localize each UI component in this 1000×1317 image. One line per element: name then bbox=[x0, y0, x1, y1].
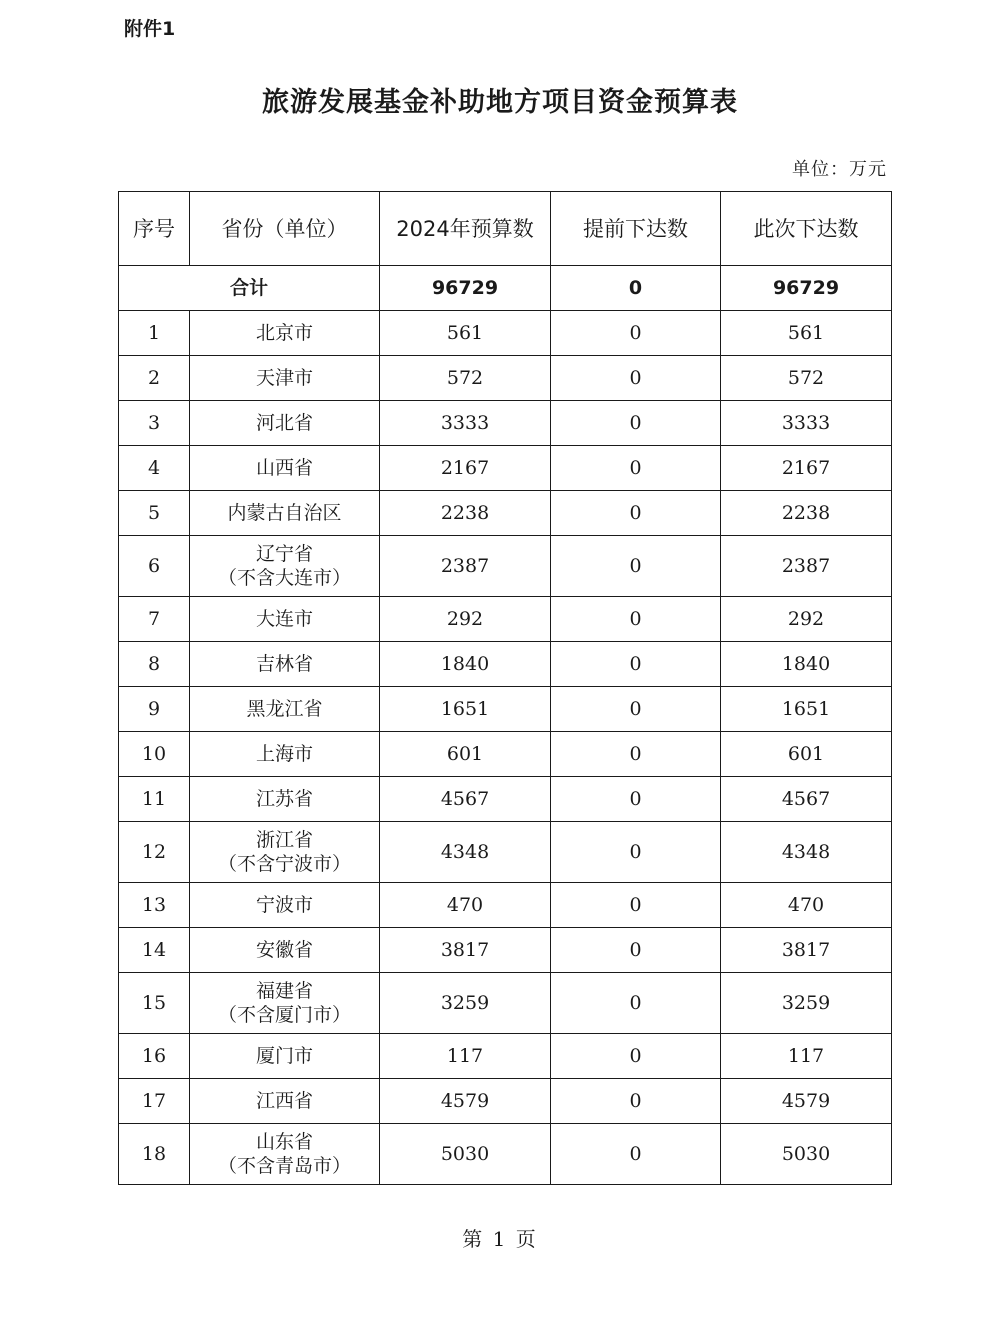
row-current: 3817 bbox=[721, 928, 892, 973]
row-number: 3 bbox=[119, 401, 190, 446]
row-number: 11 bbox=[119, 777, 190, 822]
table-row bbox=[119, 401, 892, 446]
row-budget-2024: 572 bbox=[380, 356, 551, 401]
row-province bbox=[190, 401, 380, 446]
province-name: 辽宁省 bbox=[255, 543, 313, 565]
total-row bbox=[119, 266, 892, 311]
row-number: 10 bbox=[119, 732, 190, 777]
province-name: 浙江省 bbox=[255, 829, 313, 851]
row-budget-2024: 3817 bbox=[380, 928, 551, 973]
row-current: 4579 bbox=[721, 1079, 892, 1124]
table-row bbox=[119, 928, 892, 973]
row-advance: 0 bbox=[551, 822, 721, 883]
province-note: （不含青岛市） bbox=[217, 1155, 351, 1177]
province-name: 黑龙江省 bbox=[246, 698, 323, 720]
row-province bbox=[190, 687, 380, 732]
province-name: 福建省 bbox=[255, 980, 313, 1002]
row-current: 4348 bbox=[721, 822, 892, 883]
row-budget-2024: 117 bbox=[380, 1034, 551, 1079]
table-row bbox=[119, 491, 892, 536]
row-budget-2024: 1840 bbox=[380, 642, 551, 687]
table-row bbox=[119, 536, 892, 597]
row-current: 601 bbox=[721, 732, 892, 777]
province-name: 山西省 bbox=[255, 457, 313, 479]
province-name: 厦门市 bbox=[255, 1045, 313, 1067]
province-note: （不含大连市） bbox=[217, 567, 351, 589]
row-current: 5030 bbox=[721, 1124, 892, 1185]
province-name: 河北省 bbox=[255, 412, 313, 434]
table-row bbox=[119, 973, 892, 1034]
table-row bbox=[119, 687, 892, 732]
row-advance: 0 bbox=[551, 642, 721, 687]
row-budget-2024: 292 bbox=[380, 597, 551, 642]
row-number: 7 bbox=[119, 597, 190, 642]
table-row bbox=[119, 597, 892, 642]
row-advance: 0 bbox=[551, 446, 721, 491]
row-current: 2167 bbox=[721, 446, 892, 491]
total-budget-2024: 96729 bbox=[380, 266, 551, 311]
row-province bbox=[190, 928, 380, 973]
row-budget-2024: 4567 bbox=[380, 777, 551, 822]
row-budget-2024: 4348 bbox=[380, 822, 551, 883]
table-row bbox=[119, 732, 892, 777]
page-title: 旅游发展基金补助地方项目资金预算表 bbox=[262, 87, 738, 118]
row-number: 16 bbox=[119, 1034, 190, 1079]
row-budget-2024: 561 bbox=[380, 311, 551, 356]
row-current: 561 bbox=[721, 311, 892, 356]
province-name: 北京市 bbox=[255, 322, 313, 344]
province-note: （不含宁波市） bbox=[217, 853, 351, 875]
row-budget-2024: 3259 bbox=[380, 973, 551, 1034]
row-budget-2024: 2167 bbox=[380, 446, 551, 491]
row-number: 5 bbox=[119, 491, 190, 536]
row-budget-2024: 2387 bbox=[380, 536, 551, 597]
province-name: 天津市 bbox=[255, 367, 313, 389]
row-number: 18 bbox=[119, 1124, 190, 1185]
row-number: 6 bbox=[119, 536, 190, 597]
row-number: 9 bbox=[119, 687, 190, 732]
row-province bbox=[190, 356, 380, 401]
attachment-label: 附件1 bbox=[124, 18, 176, 40]
row-budget-2024: 3333 bbox=[380, 401, 551, 446]
row-number: 2 bbox=[119, 356, 190, 401]
row-province bbox=[190, 1034, 380, 1079]
row-number: 1 bbox=[119, 311, 190, 356]
row-advance: 0 bbox=[551, 1034, 721, 1079]
table-row bbox=[119, 1079, 892, 1124]
row-province bbox=[190, 1079, 380, 1124]
province-name: 上海市 bbox=[255, 743, 313, 765]
row-current: 2238 bbox=[721, 491, 892, 536]
table-row bbox=[119, 446, 892, 491]
row-advance: 0 bbox=[551, 356, 721, 401]
province-name: 内蒙古自治区 bbox=[227, 502, 342, 524]
row-current: 3333 bbox=[721, 401, 892, 446]
row-current: 572 bbox=[721, 356, 892, 401]
row-current: 292 bbox=[721, 597, 892, 642]
row-number: 13 bbox=[119, 883, 190, 928]
row-province bbox=[190, 1124, 380, 1185]
table-row bbox=[119, 642, 892, 687]
row-current: 2387 bbox=[721, 536, 892, 597]
table-header-row bbox=[119, 192, 892, 266]
row-advance: 0 bbox=[551, 597, 721, 642]
row-province bbox=[190, 973, 380, 1034]
column-header-current: 此次下达数 bbox=[721, 192, 892, 266]
row-province bbox=[190, 536, 380, 597]
province-name: 山东省 bbox=[255, 1131, 313, 1153]
column-header-budget-2024: 2024年预算数 bbox=[380, 192, 551, 266]
total-advance: 0 bbox=[551, 266, 721, 311]
row-budget-2024: 1651 bbox=[380, 687, 551, 732]
table-row bbox=[119, 883, 892, 928]
row-number: 8 bbox=[119, 642, 190, 687]
column-header-no: 序号 bbox=[119, 192, 190, 266]
province-name: 吉林省 bbox=[255, 653, 313, 675]
table-row bbox=[119, 777, 892, 822]
row-current: 4567 bbox=[721, 777, 892, 822]
row-advance: 0 bbox=[551, 401, 721, 446]
row-province bbox=[190, 883, 380, 928]
page-number: 第 1 页 bbox=[462, 1227, 538, 1251]
table-row bbox=[119, 1034, 892, 1079]
province-name: 大连市 bbox=[255, 608, 313, 630]
row-number: 15 bbox=[119, 973, 190, 1034]
row-budget-2024: 601 bbox=[380, 732, 551, 777]
row-advance: 0 bbox=[551, 491, 721, 536]
row-province bbox=[190, 642, 380, 687]
row-budget-2024: 5030 bbox=[380, 1124, 551, 1185]
row-advance: 0 bbox=[551, 777, 721, 822]
row-current: 470 bbox=[721, 883, 892, 928]
row-province bbox=[190, 491, 380, 536]
total-label: 合计 bbox=[119, 266, 380, 311]
row-number: 12 bbox=[119, 822, 190, 883]
table-row bbox=[119, 822, 892, 883]
row-budget-2024: 4579 bbox=[380, 1079, 551, 1124]
row-current: 117 bbox=[721, 1034, 892, 1079]
province-name: 江西省 bbox=[255, 1090, 313, 1112]
row-advance: 0 bbox=[551, 973, 721, 1034]
table-row bbox=[119, 1124, 892, 1185]
province-name: 江苏省 bbox=[255, 788, 313, 810]
row-number: 4 bbox=[119, 446, 190, 491]
budget-table bbox=[118, 191, 892, 1185]
row-current: 1840 bbox=[721, 642, 892, 687]
row-province bbox=[190, 822, 380, 883]
table-row bbox=[119, 356, 892, 401]
unit-label: 单位：万元 bbox=[792, 159, 887, 180]
row-province bbox=[190, 597, 380, 642]
row-current: 1651 bbox=[721, 687, 892, 732]
row-number: 14 bbox=[119, 928, 190, 973]
row-current: 3259 bbox=[721, 973, 892, 1034]
row-advance: 0 bbox=[551, 311, 721, 356]
row-budget-2024: 470 bbox=[380, 883, 551, 928]
row-advance: 0 bbox=[551, 1079, 721, 1124]
province-note: （不含厦门市） bbox=[217, 1004, 351, 1026]
row-number: 17 bbox=[119, 1079, 190, 1124]
row-province bbox=[190, 446, 380, 491]
row-advance: 0 bbox=[551, 536, 721, 597]
row-advance: 0 bbox=[551, 928, 721, 973]
province-name: 安徽省 bbox=[255, 939, 313, 961]
row-province bbox=[190, 311, 380, 356]
row-advance: 0 bbox=[551, 732, 721, 777]
column-header-province: 省份（单位） bbox=[190, 192, 380, 266]
total-current: 96729 bbox=[721, 266, 892, 311]
table-row bbox=[119, 311, 892, 356]
row-budget-2024: 2238 bbox=[380, 491, 551, 536]
row-province bbox=[190, 732, 380, 777]
row-province bbox=[190, 777, 380, 822]
row-advance: 0 bbox=[551, 687, 721, 732]
province-name: 宁波市 bbox=[255, 894, 313, 916]
row-advance: 0 bbox=[551, 1124, 721, 1185]
column-header-advance: 提前下达数 bbox=[551, 192, 721, 266]
row-advance: 0 bbox=[551, 883, 721, 928]
